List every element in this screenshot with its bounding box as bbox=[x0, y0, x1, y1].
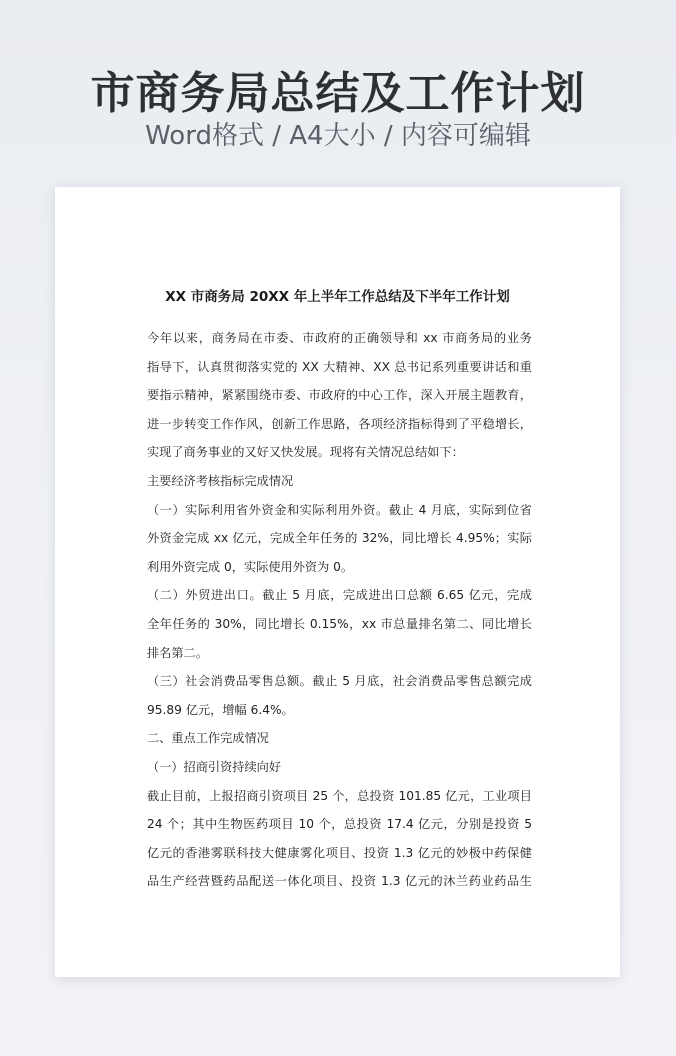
paragraph-line: 品生产经营暨药品配送一体化项目、投资 1.3 亿元的沐兰药业药品生 bbox=[147, 874, 532, 889]
paragraph-line: 要指示精神，紧紧围绕市委、市政府的中心工作，深入开展主题教育， bbox=[147, 388, 532, 403]
paragraph-line: （一）实际利用省外资金和实际利用外资。截止 4 月底，实际到位省 bbox=[147, 502, 532, 517]
paragraph-line: （二）外贸进出口。截止 5 月底，完成进出口总额 6.65 亿元，完成 bbox=[147, 588, 532, 603]
document-title: XX 市商务局 20XX 年上半年工作总结及下半年工作计划 bbox=[165, 289, 510, 305]
paragraph-line: 24 个；其中生物医药项目 10 个，总投资 17.4 亿元，分别是投资 5 bbox=[147, 817, 532, 832]
paragraph-line: 截止目前，上报招商引资项目 25 个，总投资 101.85 亿元，工业项目 bbox=[147, 788, 532, 803]
paragraph-line: 全年任务的 30%，同比增长 0.15%，xx 市总量排名第二、同比增长 bbox=[147, 616, 532, 631]
document-page bbox=[55, 187, 620, 977]
paragraph-line: 亿元的香港雾联科技大健康雾化项目、投资 1.3 亿元的妙极中药保健 bbox=[147, 845, 532, 860]
paragraph-line: （三）社会消费品零售总额。截止 5 月底，社会消费品零售总额完成 bbox=[147, 674, 532, 689]
subsection-heading: （一）招商引资持续向好 bbox=[147, 759, 282, 774]
paragraph-line: 利用外资完成 0，实际使用外资为 0。 bbox=[147, 559, 354, 574]
banner-title: 市商务局总结及工作计划 bbox=[90, 68, 586, 119]
paragraph-line: 实现了商务事业的又好又快发展。现将有关情况总结如下： bbox=[147, 445, 464, 460]
paragraph-line: 排名第二。 bbox=[147, 645, 208, 660]
paragraph-line: 进一步转变工作作风，创新工作思路，各项经济指标得到了平稳增长， bbox=[147, 416, 532, 431]
section-heading: 主要经济考核指标完成情况 bbox=[147, 473, 294, 488]
paragraph-line: 95.89 亿元，增幅 6.4%。 bbox=[147, 702, 294, 717]
banner-subtitle: Word格式 / A4大小 / 内容可编辑 bbox=[145, 121, 531, 151]
section-heading: 二、重点工作完成情况 bbox=[147, 731, 269, 746]
paragraph-line: 外资金完成 xx 亿元，完成全年任务的 32%，同比增长 4.95%；实际 bbox=[147, 531, 532, 546]
document-body bbox=[147, 324, 532, 896]
header-banner bbox=[0, 0, 676, 170]
paragraph-line: 指导下，认真贯彻落实党的 XX 大精神、XX 总书记系列重要讲话和重 bbox=[147, 359, 532, 374]
paragraph-line: 今年以来，商务局在市委、市政府的正确领导和 xx 市商务局的业务 bbox=[147, 331, 532, 345]
